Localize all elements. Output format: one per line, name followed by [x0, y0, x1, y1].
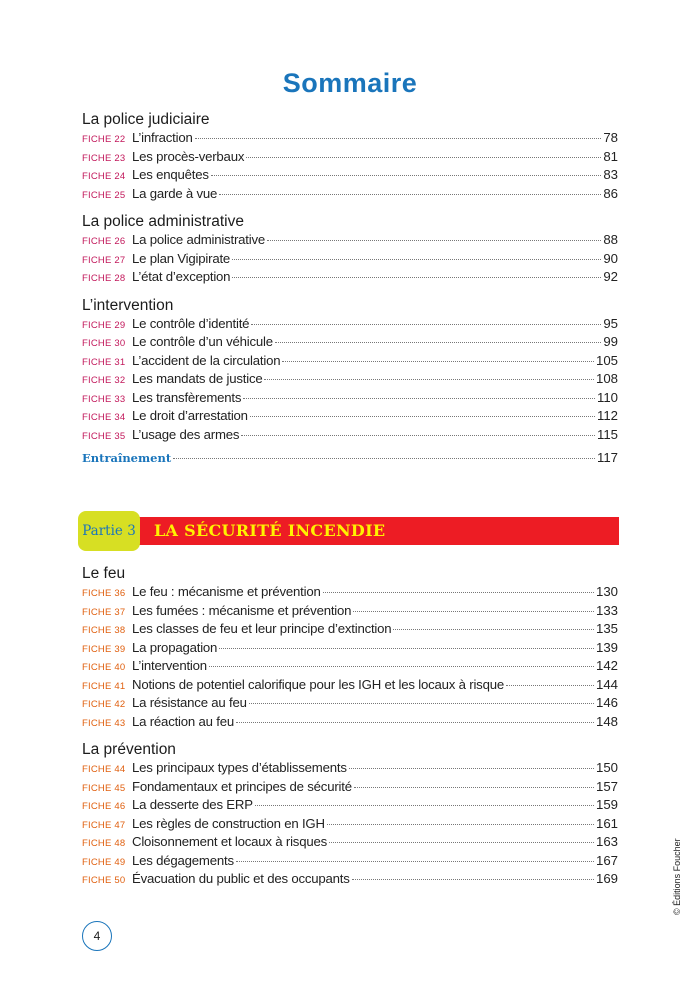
toc-entry[interactable] — [82, 185, 618, 204]
entry-title: L’infraction — [132, 130, 193, 145]
entry-page-number: 112 — [596, 408, 618, 423]
fiche-number: FICHE 39 — [82, 643, 126, 655]
fiche-number: FICHE 46 — [82, 801, 126, 812]
dot-leader — [243, 398, 595, 399]
dot-leader — [329, 842, 594, 843]
entry-title: Les enquêtes — [132, 167, 209, 182]
entry-title: L’intervention — [132, 658, 207, 673]
toc-entry[interactable] — [82, 759, 618, 778]
toc-entry[interactable] — [82, 389, 618, 408]
toc-entry[interactable] — [82, 833, 618, 852]
entry-title: Les procès-verbaux — [132, 148, 245, 164]
toc-entry[interactable] — [82, 778, 618, 797]
toc-entry[interactable] — [82, 852, 618, 871]
fiche-number: FICHE 49 — [82, 856, 126, 868]
fiche-number: FICHE 47 — [82, 819, 126, 831]
entry-page-number: 144 — [595, 676, 618, 692]
entry-title: Les dégagements — [132, 852, 234, 868]
dot-leader — [173, 458, 595, 459]
entry-title: Notions de potentiel calorifique pour les IGH et les locaux à risque — [132, 676, 504, 692]
toc-entry[interactable] — [82, 870, 618, 889]
fiche-number: FICHE 26 — [82, 236, 126, 247]
dot-leader — [241, 435, 595, 436]
fiche-number: FICHE 28 — [82, 273, 126, 284]
toc-entry[interactable] — [82, 676, 618, 695]
entry-title: Les mandats de justice — [132, 371, 263, 386]
entry-page-number: 105 — [595, 352, 618, 368]
entry-title: Le plan Vigipirate — [132, 250, 231, 266]
section-heading: L’intervention — [82, 296, 174, 314]
toc-entry[interactable] — [82, 250, 618, 269]
entry-page-number: 161 — [595, 815, 618, 831]
dot-leader — [349, 768, 594, 769]
toc-entry[interactable] — [82, 639, 618, 658]
toc-entry[interactable] — [82, 315, 618, 334]
entry-page-number: 150 — [595, 760, 618, 775]
toc-entry[interactable] — [82, 333, 618, 352]
fiche-number: FICHE 50 — [82, 875, 126, 886]
entry-title: Le contrôle d’identité — [132, 315, 250, 331]
entry-title: Les transfèrements — [132, 389, 242, 405]
entry-page-number: 95 — [603, 315, 618, 331]
toc-entry[interactable] — [82, 407, 618, 426]
entry-page-number: 110 — [596, 389, 618, 405]
partie-title-bar — [126, 517, 619, 545]
entry-page-number: 81 — [603, 148, 618, 164]
fiche-number: FICHE 38 — [82, 625, 126, 636]
entry-title: Les fumées : mécanisme et prévention — [132, 602, 352, 618]
fiche-number: FICHE 44 — [82, 764, 126, 775]
toc-entry[interactable] — [82, 583, 618, 602]
training-page-number: 117 — [596, 450, 618, 465]
fiche-number: FICHE 43 — [82, 717, 126, 729]
section-heading: La police judiciaire — [82, 111, 210, 128]
entry-page-number: 146 — [595, 695, 618, 710]
fiche-number: FICHE 45 — [82, 782, 126, 794]
fiche-number: FICHE 29 — [82, 319, 126, 331]
entry-title: La garde à vue — [132, 185, 218, 201]
dot-leader — [264, 379, 594, 380]
dot-leader — [232, 277, 601, 278]
fiche-number: FICHE 32 — [82, 375, 126, 386]
entry-title: Cloisonnement et locaux à risques — [132, 834, 327, 849]
entry-title: L’usage des armes — [132, 426, 240, 442]
entry-title: La desserte des ERP — [132, 797, 253, 812]
entry-title: Les principaux types d’établissements — [132, 760, 347, 775]
dot-leader — [255, 805, 594, 806]
entry-page-number: 108 — [595, 371, 618, 386]
fiche-number: FICHE 40 — [82, 662, 126, 673]
partie-tab: Partie 3 — [78, 511, 140, 551]
dot-leader — [211, 175, 602, 176]
toc-entry[interactable] — [82, 129, 618, 148]
dot-leader — [267, 240, 601, 241]
toc-entry[interactable] — [82, 694, 618, 713]
toc-entry[interactable] — [82, 602, 618, 621]
entry-page-number: 92 — [603, 269, 618, 284]
entry-title: Le droit d’arrestation — [132, 408, 248, 423]
dot-leader — [506, 685, 594, 686]
fiche-number: FICHE 34 — [82, 412, 126, 423]
fiche-number: FICHE 37 — [82, 606, 126, 618]
dot-leader — [232, 259, 601, 260]
entry-title: L’accident de la circulation — [132, 352, 281, 368]
entry-page-number: 115 — [596, 426, 618, 442]
toc-entry[interactable] — [82, 426, 618, 445]
dot-leader — [275, 342, 601, 343]
toc-block-incendie — [82, 564, 618, 889]
fiche-number: FICHE 36 — [82, 588, 126, 599]
dot-leader — [323, 592, 594, 593]
dot-leader — [219, 648, 594, 649]
copyright-text: © Éditions Foucher — [672, 838, 682, 915]
toc-entry[interactable] — [82, 620, 618, 639]
entry-page-number: 135 — [595, 621, 618, 636]
fiche-number: FICHE 23 — [82, 152, 126, 164]
entry-title: L’état d’exception — [132, 269, 231, 284]
entry-title: La propagation — [132, 639, 218, 655]
fiche-number: FICHE 30 — [82, 338, 126, 349]
page-title: Sommaire — [282, 68, 418, 98]
entry-page-number: 142 — [595, 658, 618, 673]
section-heading: Le feu — [82, 565, 126, 582]
toc-entry-training[interactable] — [82, 448, 618, 468]
dot-leader — [250, 416, 595, 417]
fiche-number: FICHE 25 — [82, 189, 126, 201]
entry-title: La police administrative — [132, 232, 266, 247]
entry-page-number: 133 — [595, 602, 618, 618]
toc-entry[interactable] — [82, 657, 618, 676]
dot-leader — [393, 629, 594, 630]
dot-leader — [209, 666, 594, 667]
dot-leader — [354, 787, 594, 788]
entry-page-number: 78 — [603, 130, 618, 145]
fiche-number: FICHE 35 — [82, 430, 126, 442]
entry-title: La résistance au feu — [132, 695, 247, 710]
fiche-number: FICHE 42 — [82, 699, 126, 710]
entry-page-number: 90 — [603, 250, 618, 266]
page-number: 4 — [82, 921, 112, 951]
toc-entry[interactable] — [82, 370, 618, 389]
dot-leader — [352, 879, 594, 880]
entry-title: Le feu : mécanisme et prévention — [132, 584, 321, 599]
dot-leader — [195, 138, 602, 139]
entry-title: Les règles de construction en IGH — [132, 815, 325, 831]
toc-entry[interactable] — [82, 268, 618, 287]
partie-title: LA SÉCURITÉ INCENDIE — [154, 521, 386, 540]
entry-page-number: 163 — [595, 834, 618, 849]
entry-page-number: 88 — [603, 232, 618, 247]
entry-page-number: 148 — [595, 713, 618, 729]
entry-page-number: 99 — [603, 334, 618, 349]
entry-title: Fondamentaux et principes de sécurité — [132, 778, 352, 794]
fiche-number: FICHE 22 — [82, 134, 126, 145]
entry-page-number: 130 — [595, 584, 618, 599]
entry-page-number: 83 — [603, 167, 618, 182]
toc-entry[interactable] — [82, 166, 618, 185]
fiche-number: FICHE 33 — [82, 393, 126, 405]
entry-title: Évacuation du public et des occupants — [132, 871, 350, 886]
dot-leader — [282, 361, 594, 362]
entry-page-number: 139 — [595, 639, 618, 655]
fiche-number: FICHE 48 — [82, 838, 126, 849]
fiche-number: FICHE 31 — [82, 356, 126, 368]
dot-leader — [249, 703, 594, 704]
entry-page-number: 86 — [603, 185, 618, 201]
toc-entry[interactable] — [82, 231, 618, 250]
toc-entry[interactable] — [82, 815, 618, 834]
dot-leader — [219, 194, 601, 195]
fiche-number: FICHE 41 — [82, 680, 126, 692]
dot-leader — [246, 157, 601, 158]
fiche-number: FICHE 24 — [82, 171, 126, 182]
section-heading: La prévention — [82, 741, 176, 758]
toc-entry[interactable] — [82, 796, 618, 815]
dot-leader — [236, 722, 594, 723]
entry-page-number: 167 — [595, 852, 618, 868]
entry-title: Les classes de feu et leur principe d’extinction — [132, 621, 392, 636]
toc-entry[interactable] — [82, 713, 618, 732]
toc-entry[interactable] — [82, 148, 618, 167]
fiche-number: FICHE 27 — [82, 254, 126, 266]
entry-title: La réaction au feu — [132, 713, 234, 729]
dot-leader — [353, 611, 594, 612]
dot-leader — [327, 824, 594, 825]
training-label: Entraînement — [82, 451, 172, 465]
dot-leader — [251, 324, 601, 325]
entry-page-number: 159 — [595, 797, 618, 812]
section-heading: La police administrative — [82, 213, 244, 230]
entry-page-number: 169 — [595, 871, 618, 886]
toc-entry[interactable] — [82, 352, 618, 371]
dot-leader — [236, 861, 594, 862]
entry-title: Le contrôle d’un véhicule — [132, 334, 273, 349]
toc-block-police — [82, 110, 618, 468]
entry-page-number: 157 — [595, 778, 618, 794]
partie-banner — [78, 511, 619, 551]
